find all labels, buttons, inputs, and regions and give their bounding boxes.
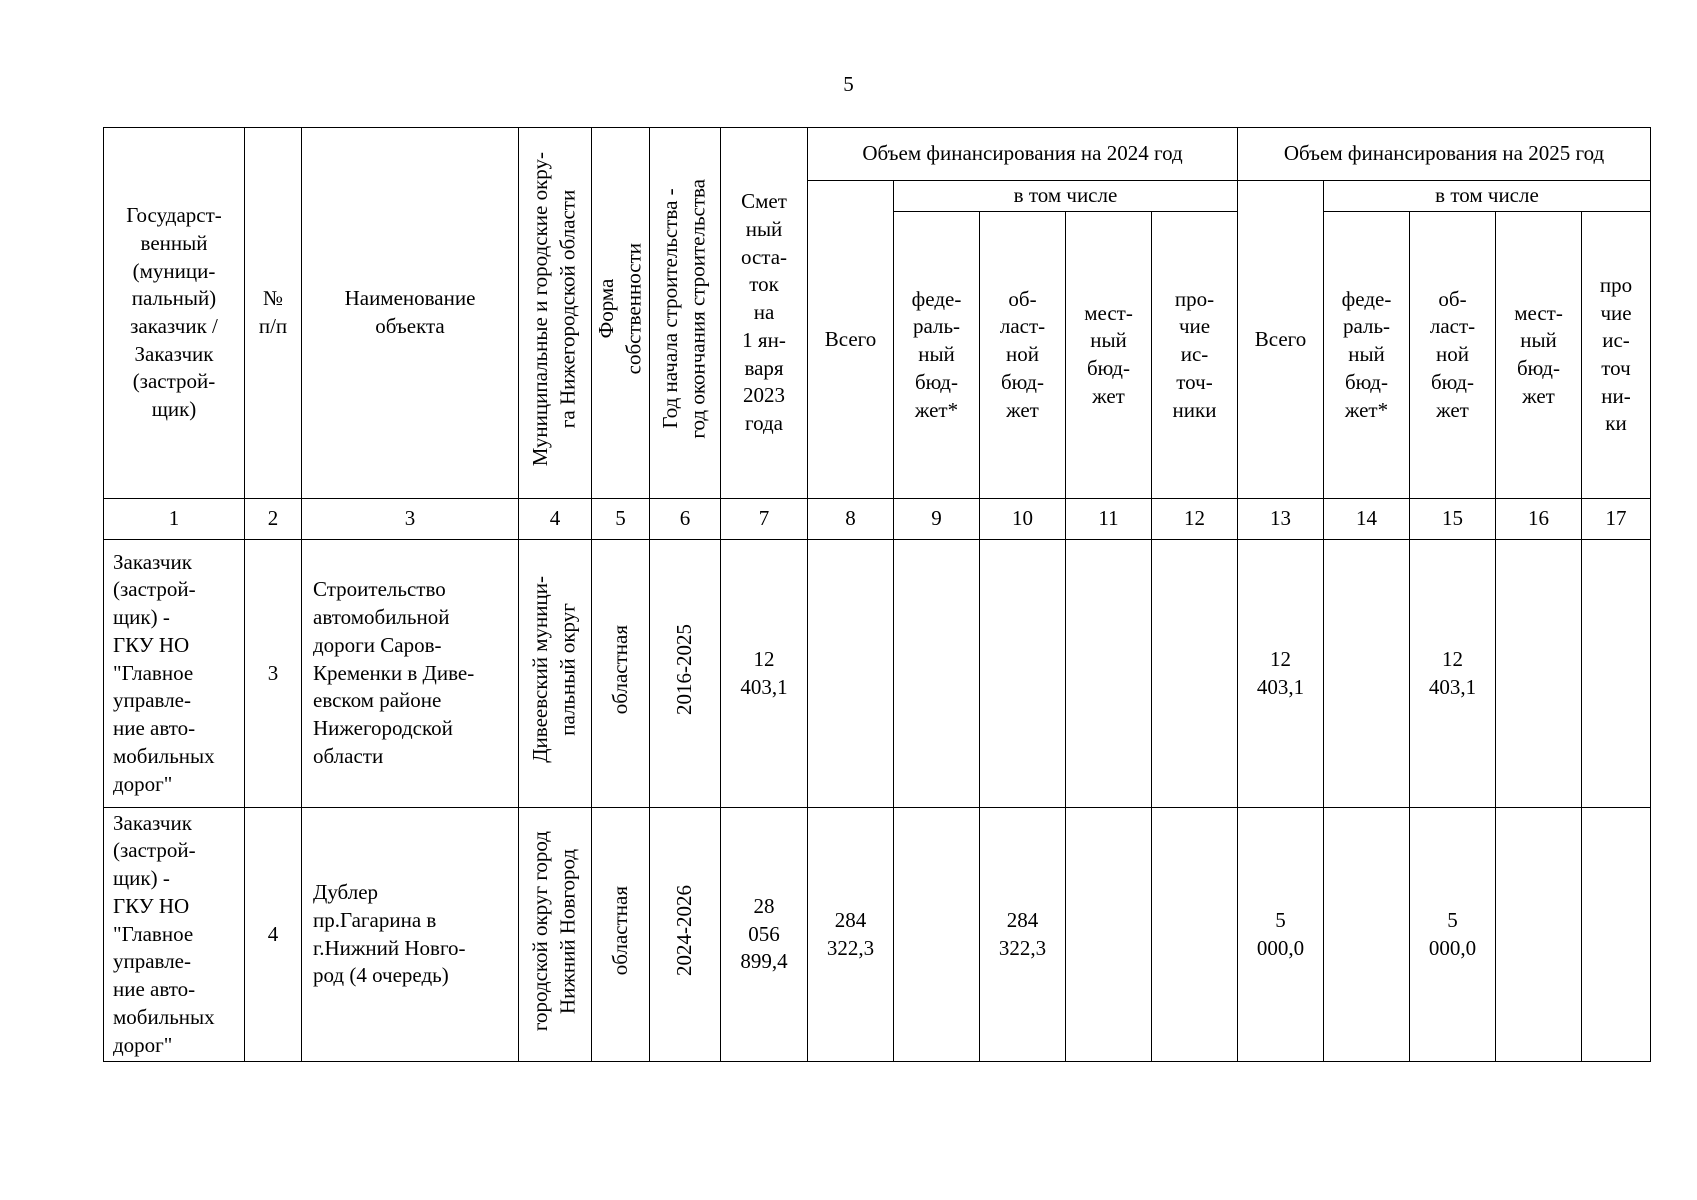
header-object-name: Наименование объекта [302, 128, 519, 499]
header-funding-2025: Объем финансирования на 2025 год [1238, 128, 1651, 181]
column-number: 2 [245, 499, 302, 540]
header-other-2024: про- чие ис- точ- ники [1152, 212, 1238, 499]
header-municipality: Муниципальные и городские окру- га Нижегородской области [519, 128, 592, 499]
column-number: 12 [1152, 499, 1238, 540]
regional-2025-cell: 12 403,1 [1410, 540, 1496, 808]
column-number: 15 [1410, 499, 1496, 540]
header-estimate: Смет ный оста- ток на 1 ян- варя 2023 года [721, 128, 808, 499]
regional-2024-cell: 284 322,3 [980, 808, 1066, 1062]
header-regional-2024: об- ласт- ной бюд- жет [980, 212, 1066, 499]
municipality-cell: Дивеевский муници- пальный округ [519, 540, 592, 808]
municipality-cell: городской округ город Нижний Новгород [519, 808, 592, 1062]
header-including-2025: в том числе [1324, 181, 1651, 212]
header-other-2025: про чие ис- точ ни- ки [1582, 212, 1651, 499]
column-number: 13 [1238, 499, 1324, 540]
header-funding-2024: Объем финансирования на 2024 год [808, 128, 1238, 181]
column-number: 4 [519, 499, 592, 540]
local-2025-cell [1496, 808, 1582, 1062]
column-number: 16 [1496, 499, 1582, 540]
header-number: № п/п [245, 128, 302, 499]
other-2025-cell [1582, 808, 1651, 1062]
header-federal-2024: феде- раль- ный бюд- жет* [894, 212, 980, 499]
total-2024-cell [808, 540, 894, 808]
header-total-2024: Всего [808, 181, 894, 499]
ownership-cell: областная [592, 808, 650, 1062]
federal-2024-cell [894, 540, 980, 808]
header-including-2024: в том числе [894, 181, 1238, 212]
object-name-cell: Дублер пр.Гагарина в г.Нижний Новго- род (4 очередь) [302, 808, 519, 1062]
regional-2025-cell: 5 000,0 [1410, 808, 1496, 1062]
table-row [104, 540, 1651, 808]
header-row-1 [104, 128, 1651, 181]
column-number: 17 [1582, 499, 1651, 540]
number-cell: 4 [245, 808, 302, 1062]
other-2024-cell [1152, 808, 1238, 1062]
local-2025-cell [1496, 540, 1582, 808]
estimate-cell: 12 403,1 [721, 540, 808, 808]
header-federal-2025: феде- раль- ный бюд- жет* [1324, 212, 1410, 499]
column-number: 6 [650, 499, 721, 540]
object-name-cell: Строительство автомобильной дороги Саров- Кременки в Диве- евском районе Нижегородской области [302, 540, 519, 808]
header-local-2024: мест- ный бюд- жет [1066, 212, 1152, 499]
column-number: 3 [302, 499, 519, 540]
total-2025-cell: 12 403,1 [1238, 540, 1324, 808]
column-numbers-row [104, 499, 1651, 540]
customer-cell: Заказчик (застрой- щик) - ГКУ НО "Главное управле- ние авто- мобильных дорог" [104, 540, 245, 808]
total-2024-cell: 284 322,3 [808, 808, 894, 1062]
page-number: 5 [843, 72, 854, 96]
estimate-cell: 28 056 899,4 [721, 808, 808, 1062]
header-years: Год начала строительства - год окончания строительства [650, 128, 721, 499]
local-2024-cell [1066, 808, 1152, 1062]
federal-2025-cell [1324, 540, 1410, 808]
federal-2024-cell [894, 808, 980, 1062]
header-regional-2025: об- ласт- ной бюд- жет [1410, 212, 1496, 499]
column-number: 14 [1324, 499, 1410, 540]
column-number: 5 [592, 499, 650, 540]
regional-2024-cell [980, 540, 1066, 808]
table-row [104, 808, 1651, 1062]
column-number: 11 [1066, 499, 1152, 540]
number-cell: 3 [245, 540, 302, 808]
column-number: 10 [980, 499, 1066, 540]
column-number: 8 [808, 499, 894, 540]
years-cell: 2024-2026 [650, 808, 721, 1062]
investment-program-table [103, 127, 1651, 1062]
local-2024-cell [1066, 540, 1152, 808]
federal-2025-cell [1324, 808, 1410, 1062]
years-cell: 2016-2025 [650, 540, 721, 808]
column-number: 7 [721, 499, 808, 540]
other-2025-cell [1582, 540, 1651, 808]
header-customer: Государст- венный (муници- пальный) заказчик / Заказчик (застрой- щик) [104, 128, 245, 499]
customer-cell: Заказчик (застрой- щик) - ГКУ НО "Главное управле- ние авто- мобильных дорог" [104, 808, 245, 1062]
ownership-cell: областная [592, 540, 650, 808]
total-2025-cell: 5 000,0 [1238, 808, 1324, 1062]
column-number: 1 [104, 499, 245, 540]
header-total-2025: Всего [1238, 181, 1324, 499]
header-ownership: Форма собственности [592, 128, 650, 499]
column-number: 9 [894, 499, 980, 540]
other-2024-cell [1152, 540, 1238, 808]
header-local-2025: мест- ный бюд- жет [1496, 212, 1582, 499]
